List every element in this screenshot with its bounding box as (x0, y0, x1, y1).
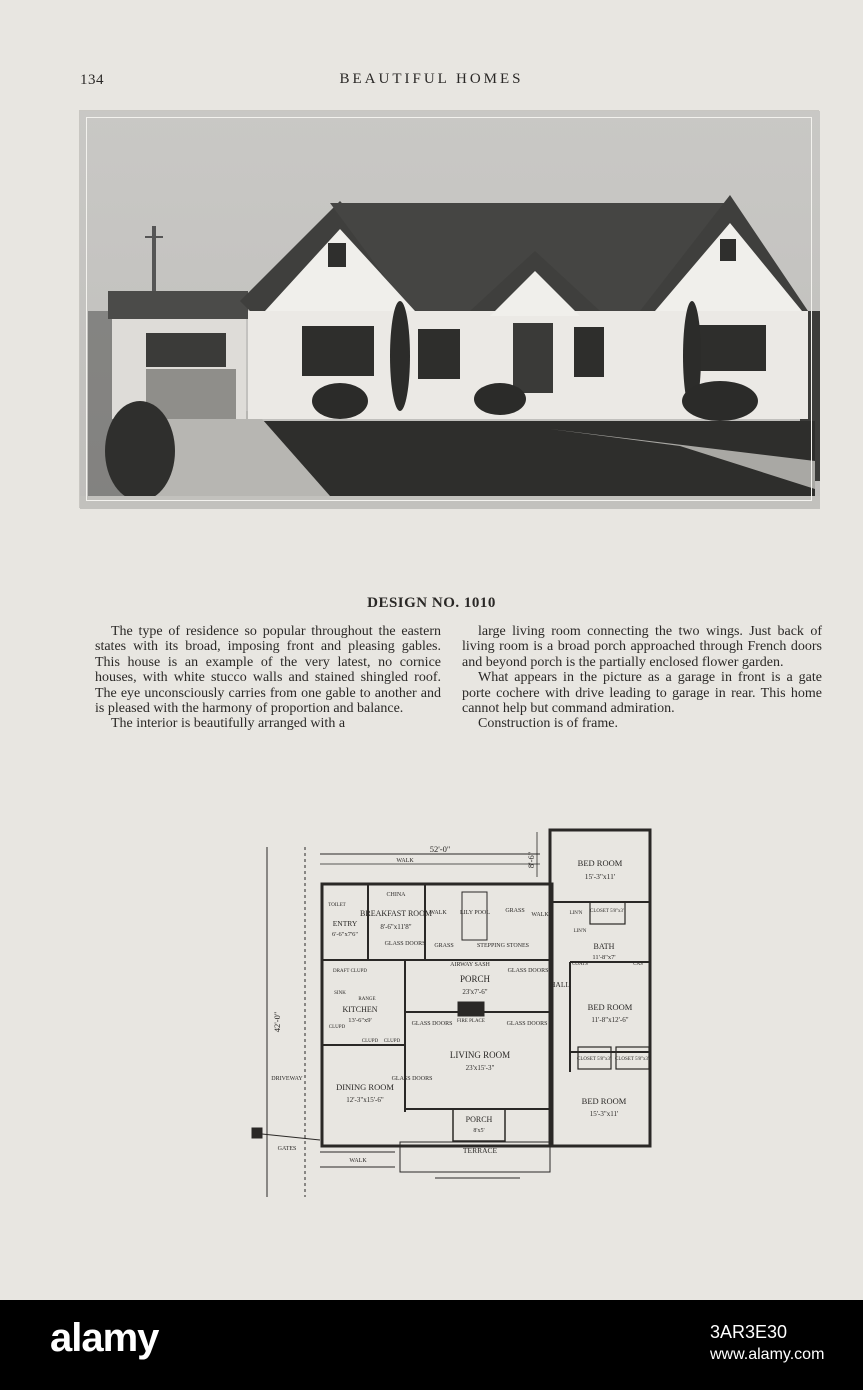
design-title: DESIGN NO. 1010 (367, 595, 496, 611)
grass-label: GRASS (434, 943, 454, 949)
closet-label: CLOSET 5'8"x3' (577, 1057, 611, 1062)
linen-label: LIN'N (573, 929, 587, 934)
glass-doors-label: GLASS DOORS (411, 1021, 453, 1027)
closet-label: CLOSET 5'8"x3' (615, 1057, 649, 1062)
dim-depth: 42'-0" (272, 1011, 282, 1033)
walk-label: WALK (349, 1158, 367, 1164)
clupd-label: CLUPD (328, 1025, 346, 1030)
paragraph: The interior is beautifully arranged with a (111, 716, 346, 732)
room-size: 15'-3"x11' (589, 1110, 619, 1118)
china-label: CHINA (386, 892, 406, 898)
linen-label: LIN'N (569, 911, 583, 916)
room-label: BED ROOM (581, 1096, 627, 1106)
page-number: 134 (80, 72, 104, 88)
room-size: 11'-8"x12'-6" (591, 1016, 629, 1024)
clupd-label: CLUPD (383, 1039, 401, 1044)
draft-label: DRAFT CLUPD (333, 969, 367, 974)
room-size: 13'-6"x9' (348, 1017, 372, 1024)
image-id: 3AR3E30 (710, 1322, 788, 1342)
room-label: PORCH (459, 974, 491, 984)
glass-doors-label: GLASS DOORS (507, 968, 549, 974)
gates-label: GATES (277, 1146, 297, 1152)
floor-plan (240, 822, 680, 1202)
glass-doors-label: GLASS DOORS (384, 941, 426, 947)
room-label: BED ROOM (577, 858, 623, 868)
room-size: 11'-8"x7' (592, 954, 616, 961)
grass-label: GRASS (505, 908, 525, 914)
fireplace-label: FIRE PLACE (457, 1019, 485, 1024)
room-label: KITCHEN (342, 1005, 378, 1014)
range-label: RANGE (358, 997, 376, 1002)
toilet-label: TOILET (328, 903, 346, 908)
room-label: PORCH (465, 1115, 493, 1124)
clupd-label: CLUPD (361, 1039, 379, 1044)
room-label: LIVING ROOM (449, 1050, 511, 1060)
room-label: BREAKFAST ROOM (360, 909, 432, 918)
room-label: BED ROOM (587, 1002, 633, 1012)
room-size: 6'-6"x7'6" (331, 931, 359, 938)
house-photograph (79, 110, 819, 508)
coats-label: COATS (572, 962, 588, 967)
driveway-label: DRIVEWAY (271, 1076, 303, 1082)
running-head: BEAUTIFUL HOMES (339, 71, 524, 87)
walk-label: WALK (531, 912, 549, 918)
room-label: ENTRY (332, 919, 358, 928)
dim-width: 52'-0" (429, 844, 451, 854)
paragraph: Construction is of frame. (478, 716, 618, 732)
hall-label: HALL (550, 980, 570, 989)
walk-label: WALK (396, 858, 414, 864)
sink-label: SINK (334, 991, 346, 996)
stepping-stones-label: STEPPING STONES (476, 943, 530, 949)
closet-label: CLOSET 5'8"x3' (590, 909, 624, 914)
room-label: BATH (593, 942, 615, 951)
glass-doors-label: GLASS DOORS (506, 1021, 548, 1027)
paragraph: The type of residence so popular throughout the eastern states with its broad, imposing front and pleasing gables. This house is an example of the very latest, no cornice houses, with white stucco walls and stained shingled roof. The eye unconsciously carries from one gable to another and is pleased with the harmony of proportion and balance. (95, 624, 441, 717)
room-size: 15'-3"x11' (584, 872, 616, 881)
terrace-label: TERRACE (462, 1146, 498, 1155)
room-size: 23'x15'-3" (465, 1064, 495, 1072)
room-size: 8'-6"x11'8" (380, 923, 412, 931)
room-label: DINING ROOM (336, 1082, 394, 1092)
text-column-right (462, 624, 822, 732)
paragraph: What appears in the picture as a garage in front is a gate porte cochere with drive leading to garage in rear. This home cannot help but command admiration. (462, 670, 822, 717)
alamy-logo: alamy (50, 1316, 159, 1360)
paragraph: large living room connecting the two wings. Just back of living room is a broad porch approached through French doors and beyond porch is the partially enclosed flower garden. (462, 624, 822, 670)
glass-doors-label: GLASS DOORS (391, 1076, 433, 1082)
lily-pool-label: LILY POOL (459, 910, 491, 916)
airway-sash-label: AIRWAY SASH (450, 962, 490, 968)
room-size: 23'x7'-6" (462, 988, 488, 996)
room-size: 8'x5' (473, 1128, 485, 1134)
watermark-url: www.alamy.com (710, 1346, 825, 1363)
dim-wing: 8'-6" (526, 851, 536, 869)
photo-inner-border (86, 117, 812, 501)
walk-label: WALK (429, 910, 447, 916)
text-column-left (95, 624, 441, 732)
cases-label: CAS (633, 962, 643, 967)
room-size: 12'-3"x15'-6" (346, 1096, 384, 1104)
